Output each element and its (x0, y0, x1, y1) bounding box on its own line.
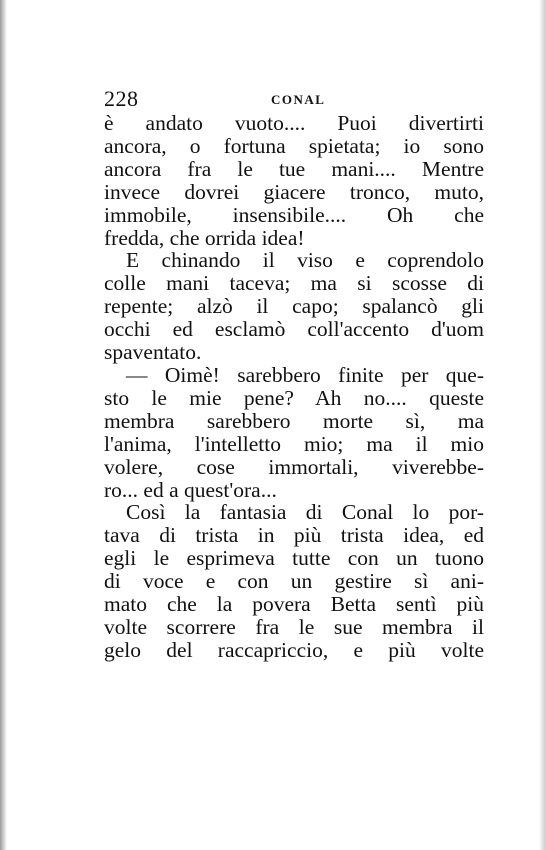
text-line: immobile, insensibile.... Oh che (104, 202, 484, 227)
running-title: CONAL (271, 92, 326, 107)
text-line: spaventato. (104, 340, 202, 365)
text-line: — Oimè! sarebbero finite per que- (126, 362, 484, 387)
text-line: occhi ed esclamò coll'accento d'uom (104, 317, 484, 342)
text-line: è andato vuoto.... Puoi divertirti (104, 111, 484, 135)
text-line: repente; alzò il capo; spalancò gli (104, 294, 484, 319)
page-spine-shadow (0, 0, 7, 850)
text-line: ancora, o fortuna spietata; io sono (104, 133, 484, 158)
body-text (104, 112, 484, 662)
text-line: volte scorrere fra le sue membra il (104, 614, 484, 639)
text-line: invece dovrei giacere tronco, muto, (104, 179, 484, 204)
text-line: volere, cose immortali, viverebbe- (104, 454, 484, 479)
page-edge-shadow (539, 0, 545, 850)
text-line: E chinando il viso e coprendolo (126, 248, 484, 273)
text-line: ancora fra le tue mani.... Mentre (104, 156, 484, 181)
text-line: sto le mie pene? Ah no.... queste (104, 385, 484, 410)
text-line: di voce e con un gestire sì ani- (104, 569, 484, 594)
text-line: l'anima, l'intelletto mio; ma il mio (104, 431, 484, 456)
text-line: gelo del raccapriccio, e più volte (104, 637, 484, 662)
text-line: Così la fantasia di Conal lo por- (126, 500, 484, 525)
text-line: tava di trista in più trista idea, ed (104, 523, 484, 548)
text-line: membra sarebbero morte sì, ma (104, 408, 484, 433)
text-line: colle mani taceva; ma si scosse di (104, 271, 484, 296)
text-line: mato che la povera Betta sentì più (104, 592, 484, 617)
text-line: ro... ed a quest'ora... (104, 477, 277, 502)
text-line: fredda, che orrida idea! (104, 225, 305, 250)
page-number: 228 (104, 86, 139, 111)
text-line: egli le esprimeva tutte con un tuono (104, 546, 484, 571)
